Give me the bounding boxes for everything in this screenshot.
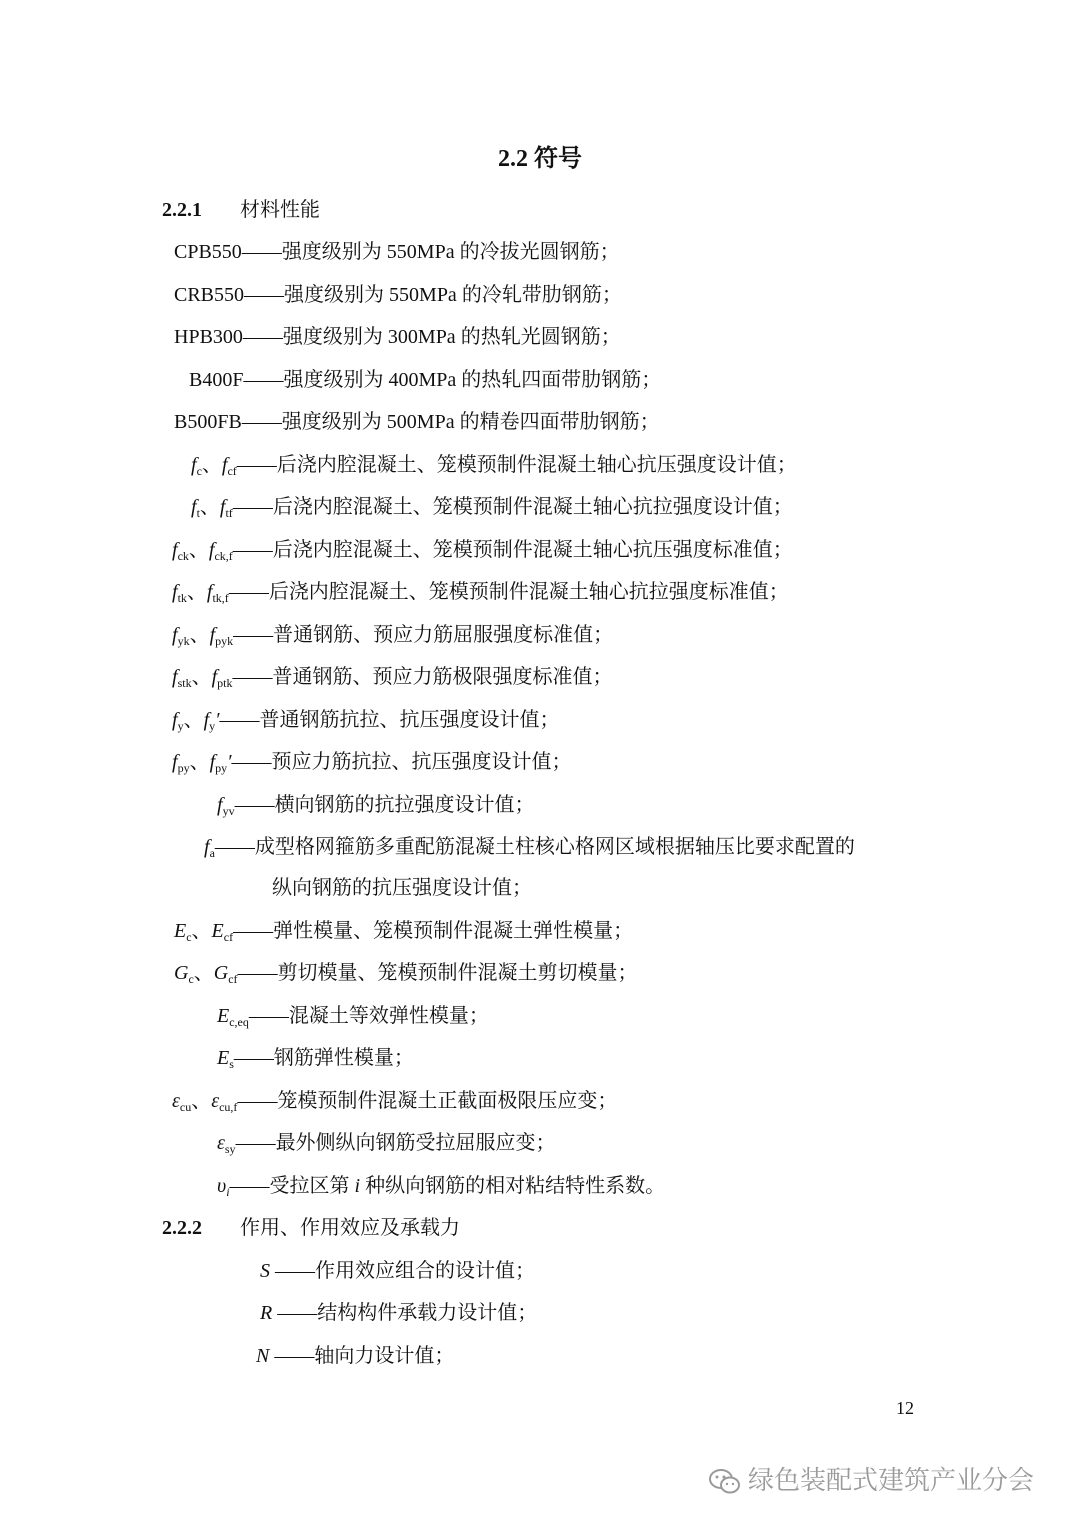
sub-b: cf xyxy=(223,930,234,944)
sym-a: E xyxy=(174,920,187,942)
sep: 、 xyxy=(193,962,214,984)
sub-b: pyk xyxy=(215,634,234,648)
sym-a: f xyxy=(172,624,178,646)
sym-b: ε xyxy=(211,1090,220,1112)
symbol-gc xyxy=(174,959,638,993)
symbol-fpy xyxy=(172,748,572,782)
symbol-ftk xyxy=(172,578,789,612)
sym-a: f xyxy=(172,666,178,688)
sym-b: f xyxy=(209,624,216,646)
symbol: HPB300 xyxy=(174,326,243,348)
material-cpb550 xyxy=(174,238,620,266)
sym-a: f xyxy=(172,539,178,561)
wechat-icon xyxy=(708,1465,742,1499)
symbol: B400F xyxy=(189,369,244,391)
sub-b: py xyxy=(215,761,228,775)
symbol: R xyxy=(260,1302,273,1324)
sep: 、 xyxy=(191,920,212,942)
watermark-text: 绿色装配式建筑产业分会 xyxy=(748,1466,1035,1496)
definition: ——剪切模量、笼模预制件混凝土剪切模量； xyxy=(237,962,638,984)
material-hpb300 xyxy=(174,323,621,351)
sub-a: py xyxy=(177,761,190,775)
symbol-fyk xyxy=(172,621,613,655)
section-2-2-1 xyxy=(162,196,320,224)
sep: 、 xyxy=(199,496,220,518)
section-number: 2.2.2 xyxy=(162,1217,202,1239)
definition: ——强度级别为 550MPa 的冷拔光圆钢筋； xyxy=(241,241,620,263)
sub-a: i xyxy=(226,1185,230,1199)
sym-b: f xyxy=(219,496,226,518)
section-title: 材料性能 xyxy=(240,199,320,221)
sub-a: a xyxy=(209,846,215,860)
sym-b: f xyxy=(209,751,216,773)
sub-a: c,eq xyxy=(229,1015,249,1029)
sep: 、 xyxy=(201,454,222,476)
symbol-fa-continued: 纵向钢筋的抗压强度设计值； xyxy=(272,877,532,899)
definition-part2: 种纵向钢筋的相对粘结特性系数。 xyxy=(360,1175,666,1197)
definition: ——后浇内腔混凝土、笼模预制件混凝土轴心抗压强度标准值； xyxy=(232,539,793,561)
definition: ——强度级别为 300MPa 的热轧光圆钢筋； xyxy=(242,326,621,348)
symbol-es xyxy=(217,1044,414,1078)
sub-a: c xyxy=(196,464,202,478)
page-number: 12 xyxy=(896,1398,914,1418)
sym-a: E xyxy=(217,1047,230,1069)
sub-a: c xyxy=(188,972,194,986)
sym-a: G xyxy=(174,962,189,984)
material-b500fb xyxy=(174,408,660,436)
sym-a: f xyxy=(191,454,197,476)
material-b400f xyxy=(189,366,661,394)
definition: ——普通钢筋、预应力筋极限强度标准值； xyxy=(232,666,613,688)
sub-b: cf xyxy=(228,972,238,986)
definition: ——轴向力设计值； xyxy=(269,1345,455,1367)
definition: ——钢筋弹性模量； xyxy=(233,1047,414,1069)
definition: ——预应力筋抗拉、抗压强度设计值； xyxy=(231,751,572,773)
definition: ——强度级别为 550MPa 的冷轧带肋钢筋； xyxy=(244,284,622,306)
sym-a: υ xyxy=(217,1175,227,1197)
sym-a: f xyxy=(191,496,197,518)
definition: ——强度级别为 500MPa 的精卷四面带肋钢筋； xyxy=(241,411,660,433)
definition: ——普通钢筋、预应力筋屈服强度标准值； xyxy=(233,624,614,646)
sep: 、 xyxy=(188,539,209,561)
definition-part1: ——受拉区第 xyxy=(229,1175,355,1197)
sub-a: tk xyxy=(177,591,187,605)
sym-a: ε xyxy=(217,1132,225,1154)
sub-a: stk xyxy=(177,676,192,690)
sep: 、 xyxy=(183,709,204,731)
definition: ——后浇内腔混凝土、笼模预制件混凝土轴心抗压强度设计值； xyxy=(236,454,797,476)
sub-a: sy xyxy=(224,1142,236,1156)
sym-b: G xyxy=(213,962,229,984)
definition: ——笼模预制件混凝土正截面极限压应变； xyxy=(237,1090,618,1112)
sym-a: ε xyxy=(172,1090,180,1112)
action-n xyxy=(256,1342,454,1370)
sym-b: f xyxy=(203,709,210,731)
sym-b: f xyxy=(221,454,228,476)
symbol-fck xyxy=(172,536,793,570)
symbol: B500FB xyxy=(174,411,242,433)
symbol: CRB550 xyxy=(174,284,245,306)
sym-a: f xyxy=(172,581,178,603)
action-r xyxy=(260,1299,537,1327)
section-title: 作用、作用效应及承载力 xyxy=(240,1217,460,1239)
symbol: S xyxy=(260,1260,270,1282)
sub-a: ck xyxy=(177,549,189,563)
symbol-ft xyxy=(191,493,793,527)
prime: ′ xyxy=(227,751,232,773)
material-crb550 xyxy=(174,281,622,309)
sep: 、 xyxy=(191,1090,212,1112)
definition: ——弹性模量、笼模预制件混凝土弹性模量； xyxy=(233,920,634,942)
sym-a: f xyxy=(172,709,178,731)
sub-b: ck,f xyxy=(214,549,233,563)
symbol-vi xyxy=(217,1172,665,1206)
sep: 、 xyxy=(189,751,210,773)
index-i: i xyxy=(354,1175,361,1197)
symbol-ecu xyxy=(172,1087,617,1121)
sym-b: E xyxy=(211,920,224,942)
watermark xyxy=(708,1460,1034,1499)
definition: ——后浇内腔混凝土、笼模预制件混凝土轴心抗拉强度设计值； xyxy=(232,496,793,518)
symbol-fstk xyxy=(172,663,612,697)
symbol-eceq xyxy=(217,1002,489,1036)
symbol-fc xyxy=(191,451,797,485)
sep: 、 xyxy=(191,666,212,688)
page-title: 2.2 符号 xyxy=(498,146,582,172)
sub-a: c xyxy=(186,930,192,944)
sub-a: yk xyxy=(177,634,190,648)
symbol-esy xyxy=(217,1129,556,1163)
definition: ——混凝土等效弹性模量； xyxy=(248,1005,489,1027)
sep: 、 xyxy=(189,624,210,646)
sub-a: s xyxy=(229,1057,234,1071)
sub-a: t xyxy=(196,506,200,520)
sub-a: y xyxy=(177,719,184,733)
symbol: CPB550 xyxy=(174,241,242,263)
action-s xyxy=(260,1257,535,1285)
symbol-fyv xyxy=(217,791,535,825)
definition: ——横向钢筋的抗拉强度设计值； xyxy=(234,794,535,816)
sub-b: ptk xyxy=(217,676,233,690)
sub-b: y xyxy=(209,719,216,733)
sym-a: f xyxy=(172,751,178,773)
sym-b: f xyxy=(211,666,218,688)
sub-b: cu,f xyxy=(219,1100,238,1114)
sub-b: cf xyxy=(227,464,237,478)
symbol-fa xyxy=(204,833,855,867)
definition: ——最外侧纵向钢筋受拉屈服应变； xyxy=(235,1132,556,1154)
definition: ——后浇内腔混凝土、笼模预制件混凝土轴心抗拉强度标准值； xyxy=(228,581,789,603)
definition: ——作用效应组合的设计值； xyxy=(270,1260,535,1282)
symbol-fy xyxy=(172,706,560,740)
sub-a: yv xyxy=(222,804,235,818)
section-number: 2.2.1 xyxy=(162,199,202,221)
sym-b: f xyxy=(208,539,215,561)
sub-b: tf xyxy=(225,506,233,520)
prime: ′ xyxy=(215,709,220,731)
symbol-ec xyxy=(174,917,633,951)
sym-a: f xyxy=(204,836,210,858)
sep: 、 xyxy=(186,581,207,603)
sym-a: f xyxy=(217,794,223,816)
sym-a: E xyxy=(217,1005,230,1027)
sym-b: f xyxy=(206,581,213,603)
sub-a: cu xyxy=(179,1100,192,1114)
definition: ——普通钢筋抗拉、抗压强度设计值； xyxy=(219,709,560,731)
definition: ——结构构件承载力设计值； xyxy=(272,1302,538,1324)
section-2-2-2 xyxy=(162,1214,460,1242)
definition: ——强度级别为 400MPa 的热轧四面带肋钢筋； xyxy=(243,369,662,391)
definition: ——成型格网箍筋多重配筋混凝土柱核心格网区域根据轴压比要求配置的 xyxy=(214,836,855,858)
sub-b: tk,f xyxy=(212,591,229,605)
symbol: N xyxy=(256,1345,270,1367)
